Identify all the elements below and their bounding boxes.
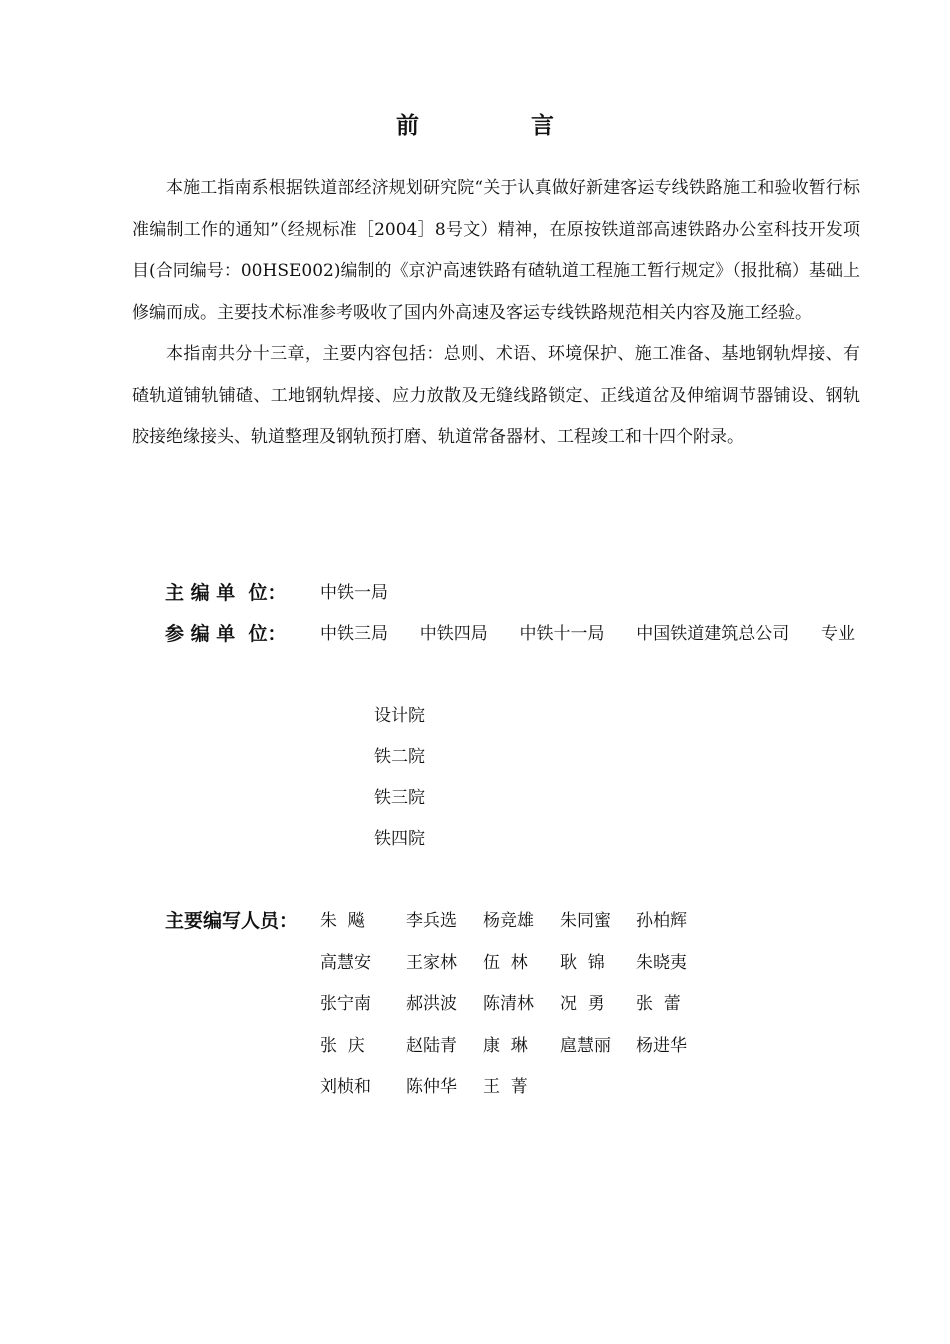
writer-name: 郝洪波 bbox=[406, 994, 457, 1014]
writer-name: 刘桢和 bbox=[320, 1077, 371, 1097]
writers-line bbox=[320, 1067, 865, 1109]
writers-row bbox=[165, 901, 865, 1109]
participating-units-line bbox=[320, 614, 855, 655]
participating-units-line bbox=[320, 655, 865, 901]
writer-name: 杨进华 bbox=[636, 1035, 687, 1056]
writers-line bbox=[320, 901, 865, 943]
participating-units-label: 参 编 单 位： bbox=[165, 623, 287, 645]
writer-name: 张 蕾 bbox=[636, 994, 681, 1014]
participating-unit: 中铁四局 bbox=[419, 624, 488, 644]
writer-name: 扈慧丽 bbox=[560, 1035, 611, 1056]
writer-name: 伍 林 bbox=[483, 952, 528, 973]
preface-body bbox=[132, 168, 860, 459]
writer-name: 高慧安 bbox=[320, 952, 371, 973]
writers-label: 主要编写人员： bbox=[165, 910, 299, 932]
participating-unit: 铁四院 bbox=[374, 829, 426, 849]
writer-name: 王 菁 bbox=[483, 1077, 528, 1097]
writer-name: 张 庆 bbox=[320, 1035, 365, 1056]
writer-name: 朱晓夷 bbox=[636, 952, 687, 973]
writers-line bbox=[320, 943, 865, 985]
preface-paragraph: 本施工指南系根据铁道部经济规划研究院“关于认真做好新建客运专线铁路施工和验收暂行标准编制工作的通知”（经规标准［2004］8号文）精神，在原按铁道部高速铁路办公室科技开发项目(合同编号：00HSE002)编制的《京沪高速铁路有碴轨道工程施工暂行规定》（报批稿）基础上修编而成。主要技术标准参考吸收了国内外高速及客运专线铁路规范相关内容及施工经验。 bbox=[132, 178, 860, 323]
credits-section bbox=[165, 573, 865, 1109]
writers-list bbox=[320, 901, 865, 1109]
writer-name: 李兵选 bbox=[406, 911, 457, 931]
participating-unit: 中国铁道建筑总公司 bbox=[636, 624, 790, 644]
writer-name: 陈清林 bbox=[483, 994, 534, 1014]
participating-units-row bbox=[165, 614, 865, 901]
writer-name: 耿 锦 bbox=[560, 952, 605, 973]
writer-name: 王家林 bbox=[406, 952, 457, 973]
preface-paragraph: 本指南共分十三章，主要内容包括：总则、术语、环境保护、施工准备、基地钢轨焊接、有碴轨道铺轨铺碴、工地钢轨焊接、应力放散及无缝线路锁定、正线道岔及伸缩调节器铺设、钢轨胶接绝缘接头、轨道整理及钢轨预打磨、轨道常备器材、工程竣工和十四个附录。 bbox=[132, 344, 860, 447]
writer-name: 张宁南 bbox=[320, 994, 371, 1014]
chief-unit-value: 中铁一局 bbox=[320, 583, 388, 603]
participating-unit: 铁二院 bbox=[374, 747, 426, 767]
writer-name: 朱 飚 bbox=[320, 911, 365, 931]
participating-unit: 铁三院 bbox=[374, 788, 426, 808]
writer-name: 朱同蜜 bbox=[560, 911, 611, 931]
participating-unit: 中铁三局 bbox=[320, 624, 388, 644]
writer-name: 陈仲华 bbox=[406, 1077, 457, 1097]
writer-name: 康 琳 bbox=[483, 1035, 528, 1056]
writer-name: 孙柏辉 bbox=[636, 911, 687, 931]
participating-unit: 设计院 bbox=[374, 706, 426, 726]
writers-line bbox=[320, 1026, 865, 1068]
participating-unit: 专业 bbox=[821, 624, 855, 644]
writer-name: 况 勇 bbox=[560, 994, 605, 1014]
chief-unit-label: 主 编 单 位： bbox=[165, 582, 287, 604]
writers-line bbox=[320, 984, 865, 1026]
writer-name: 赵陆青 bbox=[406, 1035, 457, 1056]
writer-name: 杨竞雄 bbox=[483, 911, 534, 931]
participating-units-list bbox=[320, 614, 865, 901]
participating-unit: 中铁十一局 bbox=[519, 624, 605, 644]
page-title: 前 言 bbox=[395, 112, 606, 139]
chief-unit-row bbox=[165, 573, 865, 614]
